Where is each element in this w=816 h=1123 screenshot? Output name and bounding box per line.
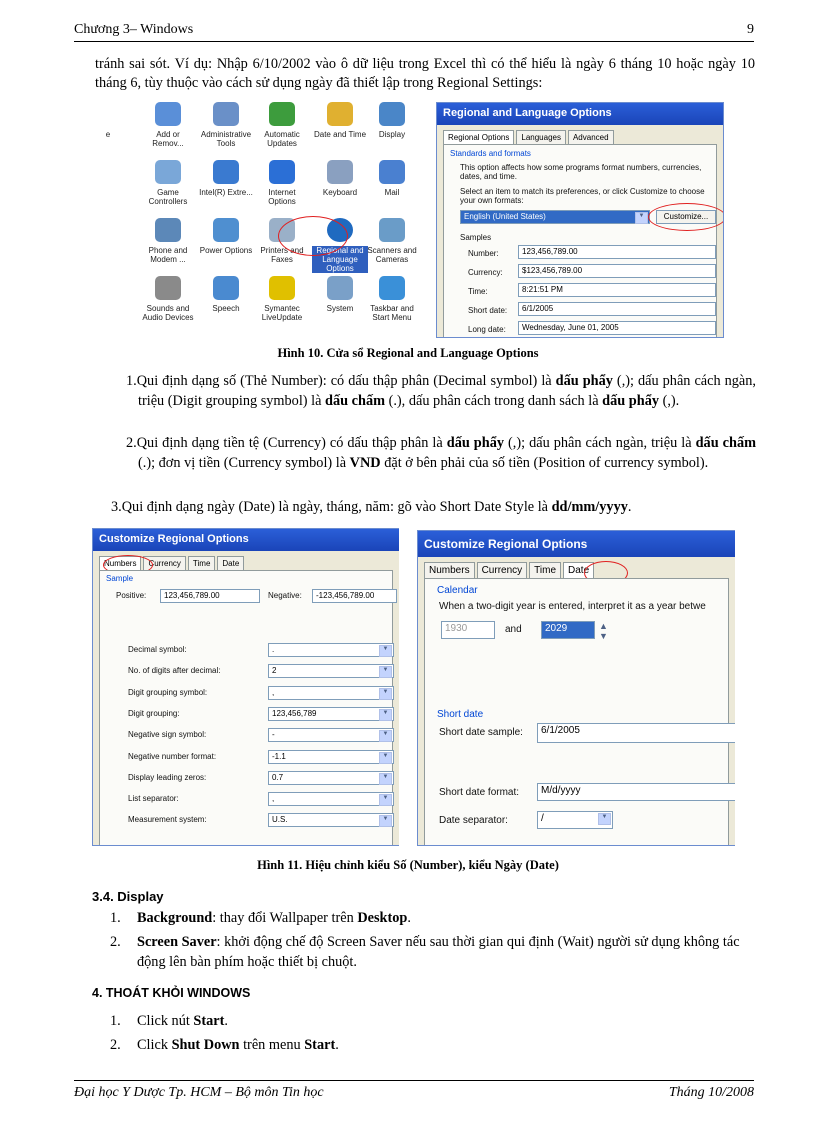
page-number: 9	[747, 22, 754, 37]
item-term: Desktop	[357, 910, 408, 926]
rule-text: dấu chấm	[325, 392, 386, 409]
positive-sample: 123,456,789.00	[160, 589, 260, 603]
rule-text: dấu chấm	[695, 435, 757, 451]
exit-text: trên menu	[239, 1037, 305, 1053]
game-controller-icon	[155, 160, 181, 184]
cp-item[interactable]	[254, 276, 310, 322]
cp-item[interactable]	[80, 102, 136, 139]
spin-icon[interactable]: ▲ ▼	[599, 621, 608, 641]
year-to-input[interactable]: 2029	[541, 621, 595, 639]
chevron-down-icon: ▼	[379, 730, 392, 742]
tab-currency[interactable]: Currency	[143, 556, 185, 570]
setting-select[interactable]	[268, 686, 394, 700]
cp-item[interactable]	[254, 160, 310, 206]
item-term: Background	[137, 910, 213, 926]
tab-advanced[interactable]: Advanced	[568, 130, 614, 144]
locale-select[interactable]	[460, 210, 650, 224]
cp-item[interactable]	[198, 218, 254, 255]
group-standards: Standards and formats	[450, 149, 531, 158]
exit-text: Start	[304, 1037, 336, 1053]
setting-select[interactable]	[268, 813, 394, 827]
short-date-sample: 6/1/2005	[537, 723, 735, 743]
negative-sample: -123,456,789.00	[312, 589, 397, 603]
display-item	[110, 933, 756, 972]
locale-value: English (United States)	[464, 212, 546, 221]
cp-item[interactable]	[312, 102, 368, 139]
setting-select[interactable]	[268, 792, 394, 806]
tab-currency[interactable]: Currency	[477, 562, 528, 578]
figure-10-caption: Hình 10. Cửa sổ Regional and Language Options	[277, 346, 539, 360]
rule-text: VND	[349, 454, 381, 471]
setting-select[interactable]	[268, 750, 394, 764]
auto-updates-icon	[269, 102, 295, 126]
customize-numbers-window	[92, 528, 399, 846]
cp-item-label: Keyboard	[322, 188, 358, 197]
rule-item	[111, 434, 756, 473]
cp-item-label: Taskbar and Start Menu	[370, 304, 414, 322]
setting-value: U.S.	[272, 815, 288, 825]
rule-number: 3.	[111, 499, 122, 515]
chapter-title: Chương 3– Windows	[74, 22, 194, 37]
calendar-text: When a two-digit year is entered, interpret it as a year betwe	[439, 601, 706, 612]
page-footer	[74, 1080, 754, 1101]
tab-time[interactable]: Time	[188, 556, 215, 570]
section-4-title: 4. THOÁT KHỎI WINDOWS	[92, 986, 251, 1000]
cp-item-label: Sounds and Audio Devices	[142, 304, 194, 322]
cp-item-label: Regional and Language Options	[312, 246, 368, 273]
sample-label: Long date:	[468, 325, 506, 334]
cp-item-label: Printers and Faxes	[260, 246, 304, 264]
setting-value: .	[272, 645, 275, 654]
cp-item[interactable]	[198, 102, 254, 148]
setting-label: Decimal symbol:	[128, 645, 187, 654]
cp-item[interactable]	[140, 276, 196, 322]
standards-desc: This option affects how some programs format numbers, currencies, dates, and time.	[460, 163, 702, 181]
scanner-icon	[379, 218, 405, 242]
cp-item-label: Symantec LiveUpdate	[261, 304, 303, 322]
tab-numbers[interactable]: Numbers	[99, 556, 141, 570]
cp-item-label: System	[326, 304, 354, 313]
setting-select[interactable]	[268, 728, 394, 742]
cp-item-label: e	[105, 130, 111, 139]
rule-text: dấu phẩy	[602, 392, 659, 409]
keyboard-icon	[327, 160, 353, 184]
item-number: 2.	[110, 1037, 121, 1053]
rule-number: 1.	[126, 373, 137, 389]
sample-label: Currency:	[468, 268, 503, 277]
cp-item[interactable]	[364, 276, 420, 322]
setting-label: Digit grouping:	[128, 708, 180, 718]
setting-label: Negative sign symbol:	[128, 730, 207, 740]
sample-label: Number:	[468, 249, 499, 258]
cp-item[interactable]	[254, 102, 310, 148]
item-number: 1.	[110, 1013, 121, 1029]
setting-value: 0.7	[272, 772, 284, 782]
cp-item[interactable]	[312, 276, 368, 313]
tab-languages[interactable]: Languages	[516, 130, 566, 144]
cp-item-label: Automatic Updates	[264, 130, 300, 148]
highlight-circle	[648, 203, 724, 231]
setting-value: ,	[272, 687, 275, 697]
samples-title: Samples	[460, 233, 492, 242]
tab-regional-options[interactable]: Regional Options	[443, 130, 514, 144]
cp-item[interactable]	[312, 160, 368, 197]
cp-item-label: Internet Options	[268, 188, 296, 206]
item-number: 2.	[110, 934, 121, 950]
setting-label: Digit grouping symbol:	[128, 687, 208, 697]
cp-item[interactable]	[140, 218, 196, 264]
cp-item-label: Display	[378, 130, 406, 139]
cp-item-label: Mail	[384, 188, 400, 197]
display-item	[110, 909, 756, 929]
sample-value: Wednesday, June 01, 2005	[518, 321, 716, 335]
cp-item[interactable]	[140, 102, 196, 148]
chevron-down-icon: ▼	[379, 794, 392, 806]
sample-value: 6/1/2005	[518, 302, 716, 316]
date-separator-select[interactable]	[537, 811, 613, 829]
rule-text: đặt ở bên phải của số tiền (Position of currency symbol).	[380, 454, 709, 471]
tab-date[interactable]: Date	[563, 562, 594, 578]
short-date-group: Short date	[437, 709, 484, 720]
system-icon	[327, 276, 353, 300]
setting-select[interactable]	[268, 643, 394, 657]
customize-button[interactable]: Customize...	[656, 210, 716, 224]
sample-label: Short date sample:	[439, 727, 523, 738]
cp-item-label: Phone and Modem ...	[148, 246, 188, 264]
sample-value: 123,456,789.00	[518, 245, 716, 259]
cp-item[interactable]	[140, 160, 196, 206]
tab-date[interactable]: Date	[217, 556, 244, 570]
cp-item[interactable]	[364, 102, 420, 139]
rule-item	[111, 372, 756, 411]
section-3-4-title: 3.4. Display	[92, 889, 164, 904]
cp-item-label: Power Options	[199, 246, 253, 255]
rule-text: Qui định dạng ngày (Date) là ngày, tháng, năm: gõ vào Short Date Style là	[121, 499, 552, 515]
chevron-down-icon: ▼	[379, 773, 392, 785]
tab-numbers[interactable]: Numbers	[424, 562, 475, 578]
rule-text: (,).	[659, 392, 680, 409]
rule-number: 2.	[126, 435, 137, 451]
cp-item[interactable]	[198, 276, 254, 313]
rule-text: Qui định dạng số (Thẻ Number): có dấu thập phân (Decimal symbol) là	[136, 373, 556, 389]
window-title: Customize Regional Options	[418, 531, 735, 557]
chevron-down-icon: ▼	[379, 709, 392, 721]
sample-label: Time:	[468, 287, 488, 296]
positive-label: Positive:	[116, 591, 147, 600]
year-from: 1930	[441, 621, 495, 639]
chevron-down-icon: ▼	[379, 752, 392, 764]
and-label: and	[505, 624, 522, 635]
cp-item[interactable]	[198, 160, 254, 197]
item-text: .	[407, 910, 411, 926]
item-number: 1.	[110, 910, 121, 926]
footer-institution: Đại học Y Dược Tp. HCM – Bộ môn Tin học	[74, 1085, 324, 1100]
highlight-circle	[278, 216, 348, 256]
setting-label: No. of digits after decimal:	[128, 666, 221, 676]
exit-text: Click nút	[137, 1013, 194, 1029]
speech-icon	[213, 276, 239, 300]
setting-value: -1.1	[272, 751, 286, 761]
exit-text: Shut Down	[171, 1037, 240, 1053]
tab-time[interactable]: Time	[529, 562, 561, 578]
control-panel-view	[96, 98, 426, 338]
customize-date-window	[417, 530, 735, 846]
sound-icon	[155, 276, 181, 300]
exit-item	[110, 1036, 756, 1056]
figure-11-caption: Hình 11. Hiệu chỉnh kiểu Số (Number), kiểu Ngày (Date)	[257, 858, 559, 872]
select-label: Select an item to match its preferences, or click Customize to choose your own formats:	[460, 187, 705, 205]
chevron-down-icon: ▼	[379, 688, 392, 700]
mail-icon	[379, 160, 405, 184]
exit-text: Click	[137, 1037, 172, 1053]
exit-text: .	[224, 1013, 228, 1029]
rule-text: (.); đơn vị tiền (Currency symbol) là	[138, 454, 350, 471]
setting-label: Negative number format:	[128, 751, 217, 761]
window-title: Regional and Language Options	[437, 103, 723, 125]
setting-label: Measurement system:	[128, 815, 207, 825]
chevron-down-icon: ▼	[635, 212, 648, 224]
sample-label: Short date:	[468, 306, 508, 315]
item-text: : thay đổi Wallpaper trên	[212, 910, 358, 926]
setting-label: List separator:	[128, 794, 179, 804]
negative-label: Negative:	[268, 591, 302, 600]
sample-value: 8:21:51 PM	[518, 283, 716, 297]
cp-item[interactable]	[364, 160, 420, 197]
setting-select[interactable]	[268, 664, 394, 678]
cp-item-label: Intel(R) Extre...	[199, 188, 253, 197]
setting-value: 2	[272, 666, 277, 676]
setting-value: 123,456,789	[272, 708, 317, 718]
cp-item-label: Game Controllers	[148, 188, 188, 206]
rule-text: (.), dấu phân cách trong danh sách là	[385, 392, 603, 409]
intro-paragraph: tránh sai sót. Ví dụ: Nhập 6/10/2002 vào ô dữ liệu trong Excel thì có thể hiểu là ngày 6 tháng 10 hoặc ngày 10 tháng 6, tùy thuộc vào cách sử dụng ngày đã thiết lập trong Regional Settings:	[95, 56, 755, 91]
setting-label: Display leading zeros:	[128, 772, 207, 782]
chevron-down-icon: ▼	[379, 666, 392, 678]
item-text: : khởi động chế độ Screen Saver nếu sau thời gian qui định (Wait) người sử dụng không tác động lên bàn phím hoặc thiết bị chuột.	[137, 934, 740, 970]
cp-item-label: Administrative Tools	[200, 130, 252, 148]
setting-select[interactable]	[268, 771, 394, 785]
symantec-icon	[269, 276, 295, 300]
sample-value: $123,456,789.00	[518, 264, 716, 278]
phone-icon	[155, 218, 181, 242]
separator-label: Date separator:	[439, 815, 508, 826]
setting-value: -	[272, 730, 275, 740]
cp-item-label: Speech	[212, 304, 240, 313]
intel-icon	[213, 160, 239, 184]
rule-text: Qui định dạng tiền tệ (Currency) có dấu thập phân là	[136, 435, 447, 451]
rule-text: dấu phẩy	[555, 373, 613, 389]
add-remove-icon	[155, 102, 181, 126]
setting-value: ,	[272, 794, 275, 804]
footer-date: Tháng 10/2008	[668, 1085, 754, 1100]
date-time-icon	[327, 102, 353, 126]
short-date-format-input[interactable]: M/d/yyyy	[537, 783, 735, 801]
exit-text: .	[335, 1037, 339, 1053]
item-term: Screen Saver	[137, 934, 217, 950]
rule-item	[111, 498, 756, 518]
format-label: Short date format:	[439, 787, 520, 798]
cp-item-label: Scanners and Cameras	[367, 246, 417, 264]
cp-item-label: Add or Remov...	[152, 130, 184, 148]
rule-text: dd/mm/yyyy	[551, 499, 628, 515]
rule-text: .	[627, 499, 632, 515]
sample-group: Sample	[106, 574, 134, 583]
chevron-down-icon: ▼	[598, 813, 611, 825]
page-header	[74, 22, 754, 42]
taskbar-icon	[379, 276, 405, 300]
chevron-down-icon: ▼	[379, 815, 392, 827]
exit-text: Start	[193, 1013, 225, 1029]
cp-item[interactable]	[364, 218, 420, 264]
display-icon	[379, 102, 405, 126]
exit-item	[110, 1012, 756, 1032]
cp-item-label: Date and Time	[313, 130, 367, 139]
rule-text: dấu phẩy	[446, 435, 505, 451]
window-title: Customize Regional Options	[93, 529, 399, 551]
chevron-down-icon: ▼	[379, 645, 392, 657]
admin-tools-icon	[213, 102, 239, 126]
rule-text: (,); dấu phân cách ngàn, triệu (Digit grouping symbol) là	[138, 373, 757, 409]
regional-options-window	[436, 102, 724, 338]
separator-value: /	[541, 813, 544, 824]
internet-icon	[269, 160, 295, 184]
power-icon	[213, 218, 239, 242]
calendar-group: Calendar	[437, 585, 478, 596]
rule-text: (,); dấu phân cách ngàn, triệu là	[504, 435, 696, 451]
setting-select[interactable]	[268, 707, 394, 721]
